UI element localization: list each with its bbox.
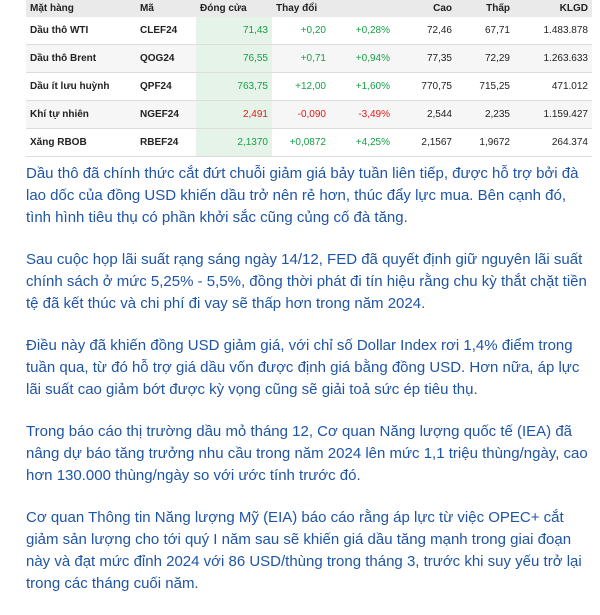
commodity-name: Khí tự nhiên xyxy=(26,101,136,129)
close-price: 2,491 xyxy=(196,101,272,129)
low-price: 72,29 xyxy=(456,45,514,73)
table-header-row xyxy=(26,0,592,17)
low-price: 2,235 xyxy=(456,101,514,129)
high-price: 2,1567 xyxy=(394,129,456,157)
commodity-name: Dầu thô WTI xyxy=(26,17,136,45)
commodity-code: QOG24 xyxy=(136,45,196,73)
article-paragraph: Dầu thô đã chính thức cắt đứt chuỗi giảm giá bảy tuần liên tiếp, được hỗ trợ bởi đà lao dốc của đồng USD khiến dầu trở nên rẻ hơn, thúc đẩy lực mua. Bên cạnh đó, tình hình tiêu thụ có phần khởi sắc cũng củng cố đà tăng. xyxy=(26,165,579,226)
low-price: 715,25 xyxy=(456,73,514,101)
low-price: 67,71 xyxy=(456,17,514,45)
trade-volume: 1.159.427 xyxy=(514,101,592,129)
change-absolute: +12,00 xyxy=(272,73,330,101)
header-low: Thấp xyxy=(456,0,514,17)
change-absolute: +0,0872 xyxy=(272,129,330,157)
table-row xyxy=(26,73,592,101)
commodity-name: Xăng RBOB xyxy=(26,129,136,157)
article-paragraph: Điều này đã khiến đồng USD giảm giá, với chỉ số Dollar Index rơi 1,4% điểm trong tuần qua, từ đó hỗ trợ giá dầu vốn được định giá bằng đồng USD. Hơn nữa, áp lực lãi suất cao giảm bớt được kỳ vọng cũng sẽ giải toả sức ép tiêu thụ. xyxy=(26,337,580,398)
table-row xyxy=(26,129,592,157)
high-price: 2,544 xyxy=(394,101,456,129)
trade-volume: 264.374 xyxy=(514,129,592,157)
trade-volume: 1.263.633 xyxy=(514,45,592,73)
change-percent: +4,25% xyxy=(330,129,394,157)
header-code: Mã xyxy=(136,0,196,17)
commodity-name: Dầu ít lưu huỳnh xyxy=(26,73,136,101)
high-price: 72,46 xyxy=(394,17,456,45)
close-price: 2,1370 xyxy=(196,129,272,157)
commodity-price-table-container xyxy=(26,0,592,157)
article-paragraph: Trong báo cáo thị trường dầu mỏ tháng 12, Cơ quan Năng lượng quốc tế (IEA) đã nâng dự báo tăng trưởng nhu cầu trong năm 2024 lên mức 1,1 triệu thùng/ngày, cao hơn 130.000 thùng/ngày so với ước tính trước đó. xyxy=(26,423,588,484)
table-row xyxy=(26,101,592,129)
header-change: Thay đổi xyxy=(272,0,394,17)
change-percent: +0,28% xyxy=(330,17,394,45)
low-price: 1,9672 xyxy=(456,129,514,157)
trade-volume: 1.483.878 xyxy=(514,17,592,45)
header-volume: KLGD xyxy=(514,0,592,17)
high-price: 77,35 xyxy=(394,45,456,73)
close-price: 71,43 xyxy=(196,17,272,45)
change-percent: +0,94% xyxy=(330,45,394,73)
change-percent: +1,60% xyxy=(330,73,394,101)
commodity-code: NGEF24 xyxy=(136,101,196,129)
close-price: 76,55 xyxy=(196,45,272,73)
header-high: Cao xyxy=(394,0,456,17)
change-absolute: +0,71 xyxy=(272,45,330,73)
commodity-code: QPF24 xyxy=(136,73,196,101)
commodity-code: CLEF24 xyxy=(136,17,196,45)
change-absolute: -0,090 xyxy=(272,101,330,129)
header-close: Đóng cửa xyxy=(196,0,272,17)
article-paragraph: Sau cuộc họp lãi suất rạng sáng ngày 14/12, FED đã quyết định giữ nguyên lãi suất chính sách ở mức 5,25% - 5,5%, đồng thời phát đi tín hiệu rằng chu kỳ thắt chặt tiền tệ đã kết thúc và chi phí đi vay sẽ thấp hơn trong năm 2024. xyxy=(26,251,587,312)
header-commodity: Mặt hàng xyxy=(26,0,136,17)
high-price: 770,75 xyxy=(394,73,456,101)
article-paragraph: Cơ quan Thông tin Năng lượng Mỹ (EIA) báo cáo rằng áp lực từ việc OPEC+ cắt giảm sản lượng cho tới quý I năm sau sẽ khiến giá dầu tăng mạnh trong giai đoạn này và đạt mức đỉnh 2024 với 86 USD/thùng trong tháng 3, trước khi suy yếu trở lại trong các tháng cuối năm. xyxy=(26,509,582,592)
table-row xyxy=(26,45,592,73)
change-percent: -3,49% xyxy=(330,101,394,129)
change-absolute: +0,20 xyxy=(272,17,330,45)
commodity-name: Dầu thô Brent xyxy=(26,45,136,73)
trade-volume: 471.012 xyxy=(514,73,592,101)
article-body xyxy=(26,163,592,615)
close-price: 763,75 xyxy=(196,73,272,101)
commodity-code: RBEF24 xyxy=(136,129,196,157)
table-row xyxy=(26,17,592,45)
commodity-price-table xyxy=(26,0,592,157)
